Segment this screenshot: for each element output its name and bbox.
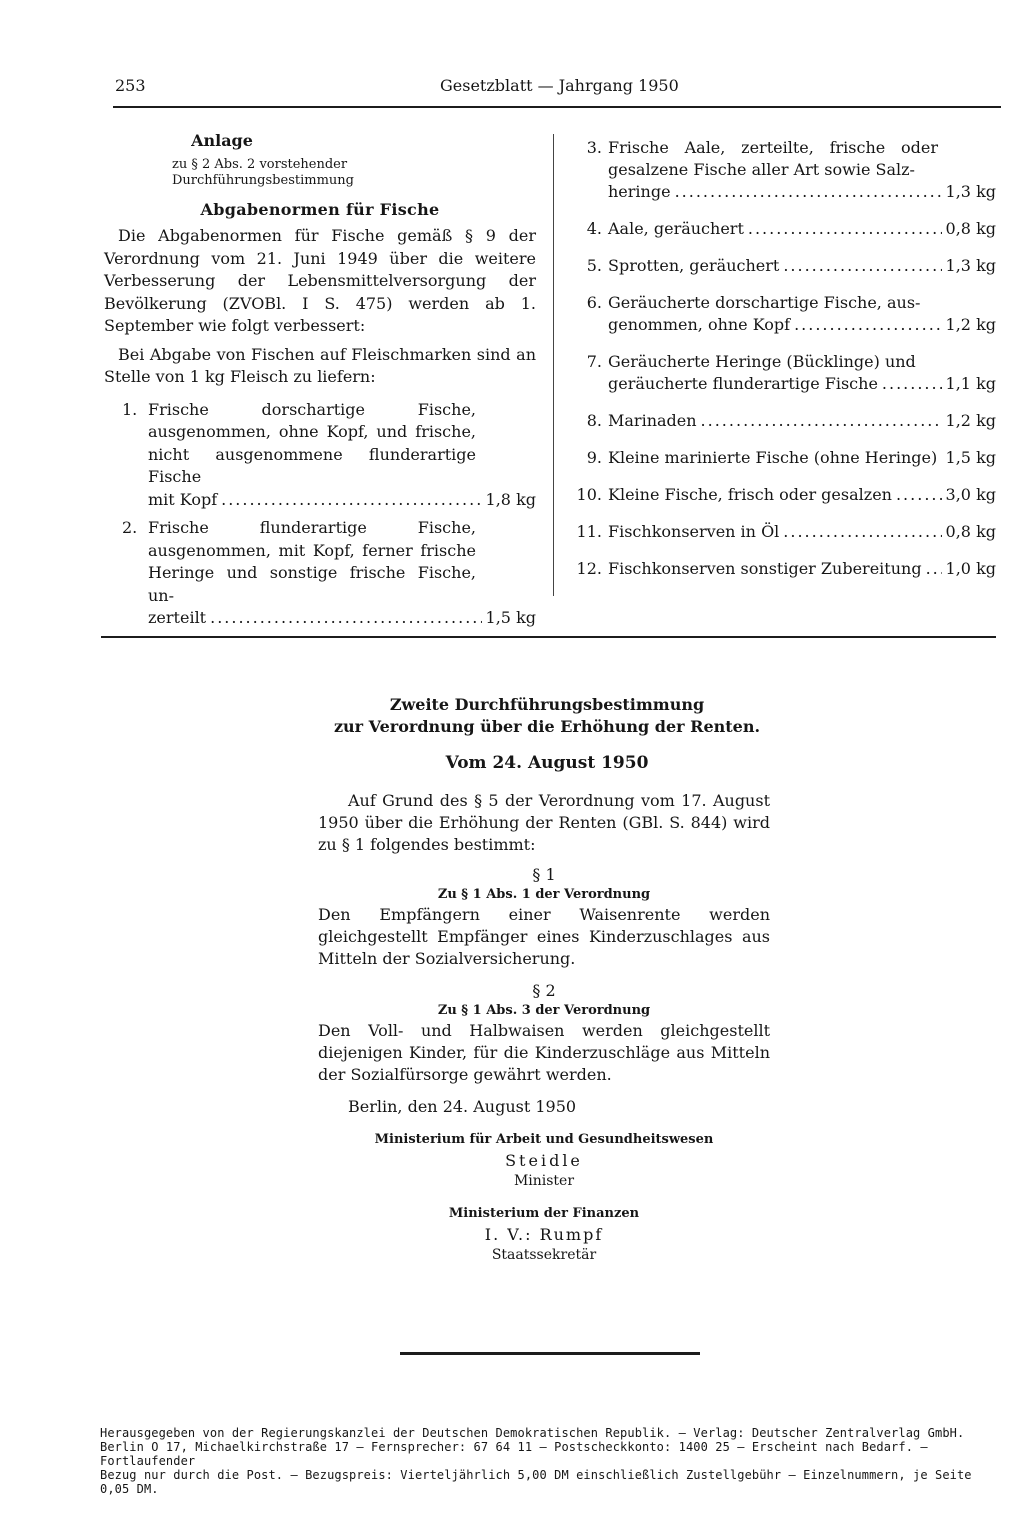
dot-leader bbox=[783, 255, 941, 277]
dot-leader bbox=[221, 489, 481, 512]
item-quantity: 0,8 kg bbox=[945, 219, 996, 238]
section-subtitle: Zu § 1 Abs. 3 der Verordnung bbox=[437, 1003, 651, 1018]
column-divider bbox=[553, 134, 554, 596]
item-label: genommen, ohne Kopf bbox=[608, 315, 791, 334]
anlage-paragraph-1: Die Abgabenormen für Fische gemäß § 9 der Verordnung vom 21. Juni 1949 über die weitere Verbesserung der Lebensmittelversorgung der Bevölkerung (ZVOBl. I S. 475) werden ab 1. September wie folgt verbessert: bbox=[104, 226, 536, 335]
list-item bbox=[104, 399, 536, 512]
item-label: heringe bbox=[608, 182, 671, 201]
decree-title-1: Zweite Durchführungsbestimmung bbox=[389, 695, 705, 714]
item-number: 10. bbox=[576, 485, 602, 504]
item-number: 7. bbox=[586, 352, 602, 371]
item-quantity: 3,0 kg bbox=[945, 485, 996, 504]
item-text: Frische dorschartige Fische, ausgenommen, ohne Kopf, und frische, nicht ausgenommene flunderartige Fische bbox=[148, 399, 476, 486]
anlage-section bbox=[104, 130, 536, 630]
right-column-list bbox=[578, 137, 996, 595]
imprint-footer bbox=[100, 1426, 992, 1496]
section-number: § 1 bbox=[532, 865, 556, 884]
item-quantity: 1,8 kg bbox=[485, 489, 536, 509]
page-number: 253 bbox=[115, 76, 146, 95]
item-label: Marinaden bbox=[608, 411, 697, 430]
dot-leader bbox=[896, 484, 942, 506]
signature-ministry: Ministerium für Arbeit und Gesundheitswesen bbox=[374, 1132, 714, 1147]
signature-title: Staatssekretär bbox=[491, 1247, 597, 1263]
section-subtitle: Zu § 1 Abs. 1 der Verordnung bbox=[437, 887, 651, 902]
dot-leader bbox=[701, 410, 942, 432]
item-number: 4. bbox=[586, 219, 602, 238]
item-number: 6. bbox=[586, 293, 602, 312]
item-label: Fischkonserven in Öl bbox=[608, 522, 780, 541]
decree-date: Vom 24. August 1950 bbox=[445, 753, 649, 773]
decree-intro: Auf Grund des § 5 der Verordnung vom 17. August 1950 über die Erhöhung der Renten (GBl. S. 844) wird zu § 1 folgendes bestimmt: bbox=[318, 791, 770, 854]
item-text: Geräucherte dorschartige Fische, aus- bbox=[608, 293, 921, 312]
imprint-line-3: Bezug nur durch die Post. — Bezugspreis: Vierteljährlich 5,00 DM einschließlich Zustellgebühr — Einzelnummern, je Seite 0,05 DM. bbox=[100, 1468, 972, 1496]
dot-leader bbox=[882, 373, 942, 395]
list-item bbox=[578, 137, 996, 203]
signature-name: I. V.: Rumpf bbox=[484, 1225, 604, 1244]
item-label: Aale, geräuchert bbox=[608, 219, 744, 238]
list-item bbox=[578, 447, 996, 469]
decree-body bbox=[318, 790, 770, 1264]
section-text: Den Empfängern einer Waisenrente werden gleichgestellt Empfänger eines Kinderzuschlages aus Mitteln der Sozialversicherung. bbox=[318, 905, 770, 968]
list-item bbox=[578, 484, 996, 506]
list-item bbox=[578, 351, 996, 395]
item-number: 9. bbox=[586, 448, 602, 467]
section-number: § 2 bbox=[532, 981, 556, 1000]
item-quantity: 1,0 kg bbox=[945, 559, 996, 578]
signature-ministry: Ministerium der Finanzen bbox=[448, 1206, 640, 1221]
imprint-line-2: Berlin O 17, Michaelkirchstraße 17 — Fernsprecher: 67 64 11 — Postscheckkonto: 1400 25 — Erscheint nach Bedarf. — Fortlaufender bbox=[100, 1440, 928, 1468]
item-label: Fischkonserven sonstiger Zubereitung bbox=[608, 559, 922, 578]
list-item bbox=[578, 218, 996, 240]
list-item bbox=[578, 521, 996, 543]
section-rule bbox=[101, 636, 996, 638]
item-label: Kleine Fische, frisch oder gesalzen bbox=[608, 485, 892, 504]
item-quantity: 1,2 kg bbox=[945, 315, 996, 334]
item-number: 11. bbox=[576, 522, 602, 541]
item-text: Frische flunderartige Fische, ausgenommen, mit Kopf, ferner frische Heringe und sonstige frische Fische, un- bbox=[148, 518, 476, 605]
decree-title-2: zur Verordnung über die Erhöhung der Renten. bbox=[333, 717, 761, 736]
list-item bbox=[578, 292, 996, 336]
anlage-heading: Abgabenormen für Fische bbox=[200, 199, 440, 219]
item-number: 8. bbox=[586, 411, 602, 430]
item-label: mit Kopf bbox=[148, 489, 218, 509]
item-number: 12. bbox=[576, 559, 602, 578]
item-text: Geräucherte Heringe (Bücklinge) und bbox=[608, 352, 916, 371]
item-text: Frische Aale, zerteilte, frische oder gesalzene Fische aller Art sowie Salz- bbox=[608, 138, 938, 179]
item-label: Kleine marinierte Fische (ohne Heringe) bbox=[608, 448, 938, 467]
item-number: 2. bbox=[122, 518, 138, 537]
item-quantity: 1,2 kg bbox=[945, 411, 996, 430]
dot-leader bbox=[675, 181, 942, 203]
item-quantity: 1,5 kg bbox=[485, 608, 536, 627]
list-item bbox=[104, 517, 536, 630]
item-quantity: 1,3 kg bbox=[945, 256, 996, 275]
item-label: Sprotten, geräuchert bbox=[608, 256, 780, 275]
journal-header: Gesetzblatt — Jahrgang 1950 bbox=[440, 76, 679, 95]
anlage-title: Anlage bbox=[191, 131, 253, 150]
dot-leader bbox=[794, 314, 941, 336]
dot-leader bbox=[926, 558, 942, 580]
imprint-line-1: Herausgegeben von der Regierungskanzlei der Deutschen Demokratischen Republik. — Verlag: Deutscher Zentralverlag GmbH. bbox=[100, 1426, 965, 1440]
item-quantity: 1,5 kg bbox=[945, 448, 996, 467]
dot-leader bbox=[210, 607, 481, 630]
signature-name: Steidle bbox=[505, 1151, 583, 1170]
header-rule bbox=[113, 106, 1001, 108]
dot-leader bbox=[748, 218, 942, 240]
item-quantity: 1,1 kg bbox=[945, 374, 996, 393]
list-item bbox=[578, 558, 996, 580]
anlage-paragraph-2: Bei Abgabe von Fischen auf Fleischmarken sind an Stelle von 1 kg Fleisch zu liefern: bbox=[104, 344, 536, 386]
item-number: 1. bbox=[122, 399, 138, 419]
dot-leader bbox=[783, 521, 941, 543]
item-number: 5. bbox=[586, 256, 602, 275]
end-rule bbox=[400, 1352, 700, 1355]
section-text: Den Voll- und Halbwaisen werden gleichgestellt diejenigen Kinder, für die Kinderzuschläge aus Mitteln der Sozialfürsorge gewährt werden. bbox=[318, 1021, 770, 1084]
place-date: Berlin, den 24. August 1950 bbox=[348, 1097, 577, 1116]
anlage-ref-1: zu § 2 Abs. 2 vorstehender bbox=[172, 156, 348, 172]
item-label: zerteilt bbox=[148, 608, 207, 627]
item-label: geräucherte flunderartige Fische bbox=[608, 374, 878, 393]
signature-title: Minister bbox=[513, 1173, 575, 1189]
item-number: 3. bbox=[586, 138, 602, 157]
item-quantity: 1,3 kg bbox=[945, 182, 996, 201]
list-item bbox=[578, 410, 996, 432]
item-quantity: 0,8 kg bbox=[945, 522, 996, 541]
list-item bbox=[578, 255, 996, 277]
anlage-ref-2: Durchführungsbestimmung bbox=[172, 172, 354, 188]
